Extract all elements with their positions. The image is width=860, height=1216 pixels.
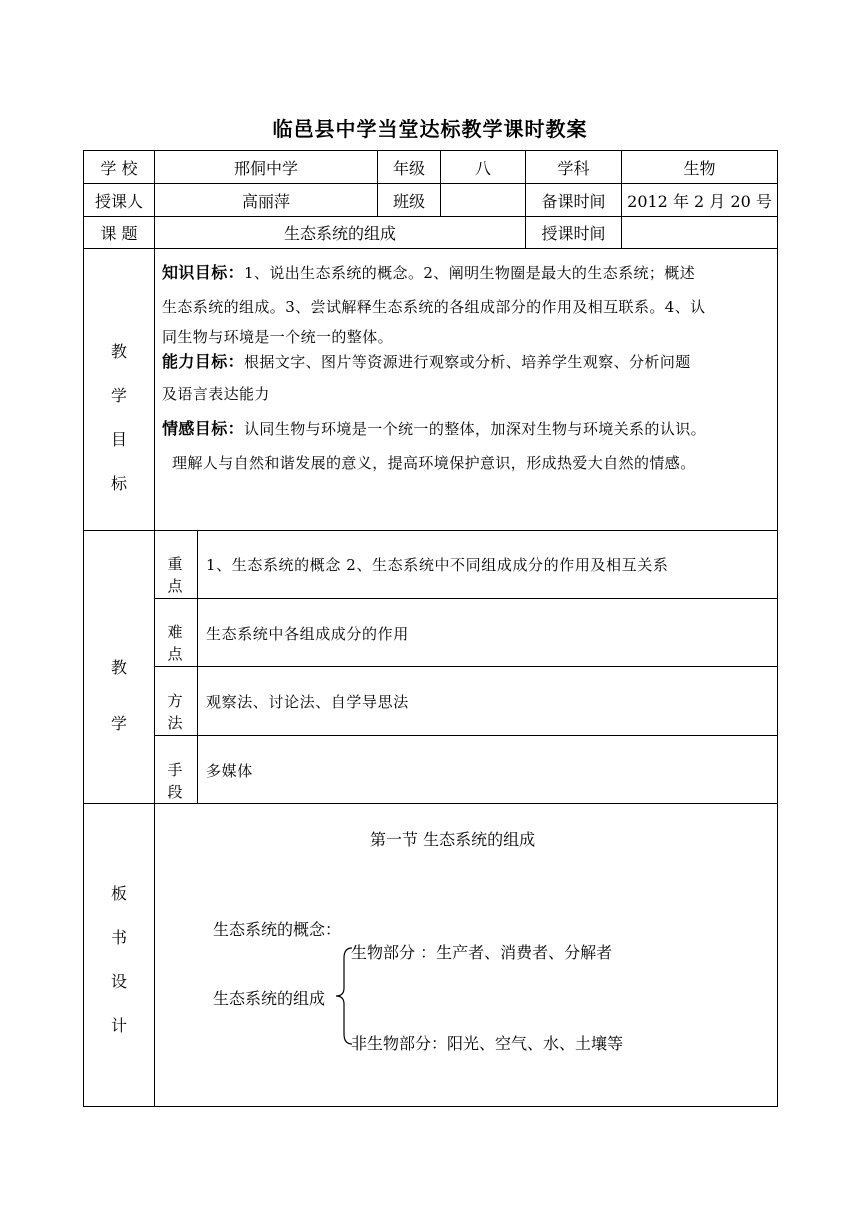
board-composition: 生态系统的组成 bbox=[213, 989, 326, 1008]
board-heading: 第一节 生态系统的组成 bbox=[370, 830, 536, 849]
board-design-label: 板 书 设 计 bbox=[110, 884, 127, 1035]
class-value bbox=[441, 184, 525, 216]
board-concept: 生态系统的概念： bbox=[213, 920, 342, 939]
grade-value: 八 bbox=[474, 158, 491, 178]
school-label: 学 校 bbox=[100, 158, 138, 178]
key-point-label: 重 点 bbox=[167, 555, 183, 595]
method-text: 观察法、讨论法、自学导思法 bbox=[206, 693, 409, 711]
class-label: 班级 bbox=[392, 191, 425, 211]
page-title: 临邑县中学当堂达标教学课时教案 bbox=[272, 117, 588, 141]
ability-title: 能力目标： bbox=[162, 352, 245, 371]
board-abiotic: 非生物部分：阳光、空气、水、土壤等 bbox=[351, 1034, 624, 1053]
key-point-text: 1、生态系统的概念 2、生态系统中不同组成成分的作用及相互关系 bbox=[206, 556, 669, 574]
teaching-label: 教 学 bbox=[110, 658, 127, 733]
means-text: 多媒体 bbox=[206, 762, 253, 780]
difficulty-text: 生态系统中各组成成分的作用 bbox=[206, 625, 409, 643]
ability-objective: 能力目标：根据文字、图片等资源进行观察或分析、培养学生观察、分析问题 及语言表达能力 bbox=[162, 352, 691, 403]
emotion-title: 情感目标： bbox=[162, 419, 245, 438]
board-biotic: 生物部分 ：生产者、消费者、分解者 bbox=[351, 943, 613, 962]
topic-value: 生态系统的组成 bbox=[283, 224, 396, 243]
means-label: 手 段 bbox=[167, 761, 183, 801]
teacher-value: 高丽萍 bbox=[241, 191, 290, 211]
teacher-label: 授课人 bbox=[94, 191, 143, 211]
topic-label: 课 题 bbox=[100, 224, 138, 243]
subject-value: 生物 bbox=[683, 158, 716, 178]
knowledge-title: 知识目标： bbox=[162, 263, 245, 282]
lesson-time-value bbox=[622, 217, 777, 248]
school-value: 邢侗中学 bbox=[233, 158, 298, 178]
prep-time-value: 2012 年 2 月 20 号 bbox=[627, 191, 772, 211]
lesson-time-label: 授课时间 bbox=[541, 224, 606, 243]
grade-label: 年级 bbox=[392, 158, 425, 178]
prep-time-label: 备课时间 bbox=[541, 191, 606, 211]
subject-label: 学科 bbox=[557, 158, 590, 178]
difficulty-label: 难 点 bbox=[167, 623, 183, 663]
emotion-objective: 情感目标：认同生物与环境是一个统一的整体，加深对生物与环境关系的认识。 理解人与自然和谐发展的意义，提高环境保护意识，形成热爱大自然的情感。 bbox=[162, 419, 707, 472]
method-label: 方 法 bbox=[167, 692, 183, 732]
objectives-label: 教 学 目 标 bbox=[110, 342, 127, 493]
knowledge-objective: 知识目标：1、说出生态系统的概念。2、阐明生物圈是最大的生态系统；概述 生态系统的组成。3、尝试解释生态系统的各组成部分的作用及相互联系。4、认 同生物与环境是一个统一的整体。 bbox=[162, 263, 706, 346]
